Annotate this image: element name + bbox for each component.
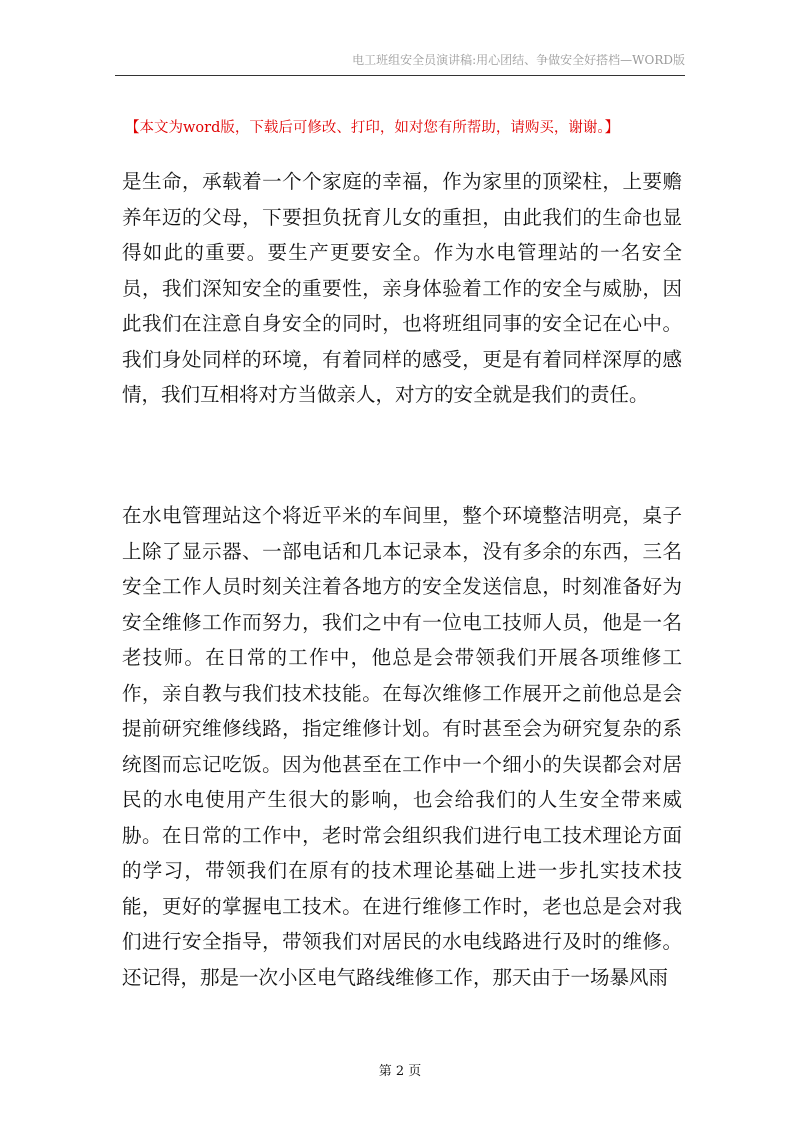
paragraph-text: 在水电管理站这个将近平米的车间里，整个环境整洁明亮，桌子上除了显示器、一部电话和几本记录本，没有多余的东西，三名安全工作人员时刻关注着各地方的安全发送信息，时刻准备好为安全维修工作而努力，我们之中有一位电工技师人员，他是一名老技师。在日常的工作中，他总是会带领我们开展各项维修工作，亲自教与我们技术技能。在每次维修工作展开之前他总是会提前研究维修线路，指定维修计划。有时甚至会为研究复杂的系统图而忘记吃饭。因为他甚至在工作中一个细小的失误都会对居民的水电使用产生很大的影响，也会给我们的人生安全带来威胁。在日常的工作中，老时常会组织我们进行电工技术理论方面的学习，带领我们在原有的技术理论基础上进一步扎实技术技能，更好的掌握电工技术。在进行维修工作时，老也总是会对我们进行安全指导，带领我们对居民的水电线路进行及时的维修。还记得，那是一次小区电气路线维修工作，那天由于一场暴风雨 <box>122 504 682 989</box>
body-paragraph-2 <box>122 498 682 995</box>
page-header: 电工班组安全员演讲稿:用心团结、争做安全好搭档—WORD版 <box>352 53 685 67</box>
paragraph-text: 是生命，承载着一个个家庭的幸福，作为家里的顶梁柱，上要赡养年迈的父母，下要担负抚育儿女的重担，由此我们的生命也显得如此的重要。要生产更要安全。作为水电管理站的一名安全员，我们深知安全的重要性，亲身体验着工作的安全与威胁，因此我们在注意自身安全的同时，也将班组同事的安全记在心中。我们身处同样的环境，有着同样的感受，更是有着同样深厚的感情，我们互相将对方当做亲人，对方的安全就是我们的责任。 <box>122 170 682 406</box>
page-number: 第 2 页 <box>378 1064 422 1079</box>
header-divider <box>115 75 685 76</box>
body-paragraph-1 <box>122 164 682 413</box>
download-notice: 【本文为word版，下载后可修改、打印，如对您有所帮助，请购买，谢谢。】 <box>125 120 620 136</box>
